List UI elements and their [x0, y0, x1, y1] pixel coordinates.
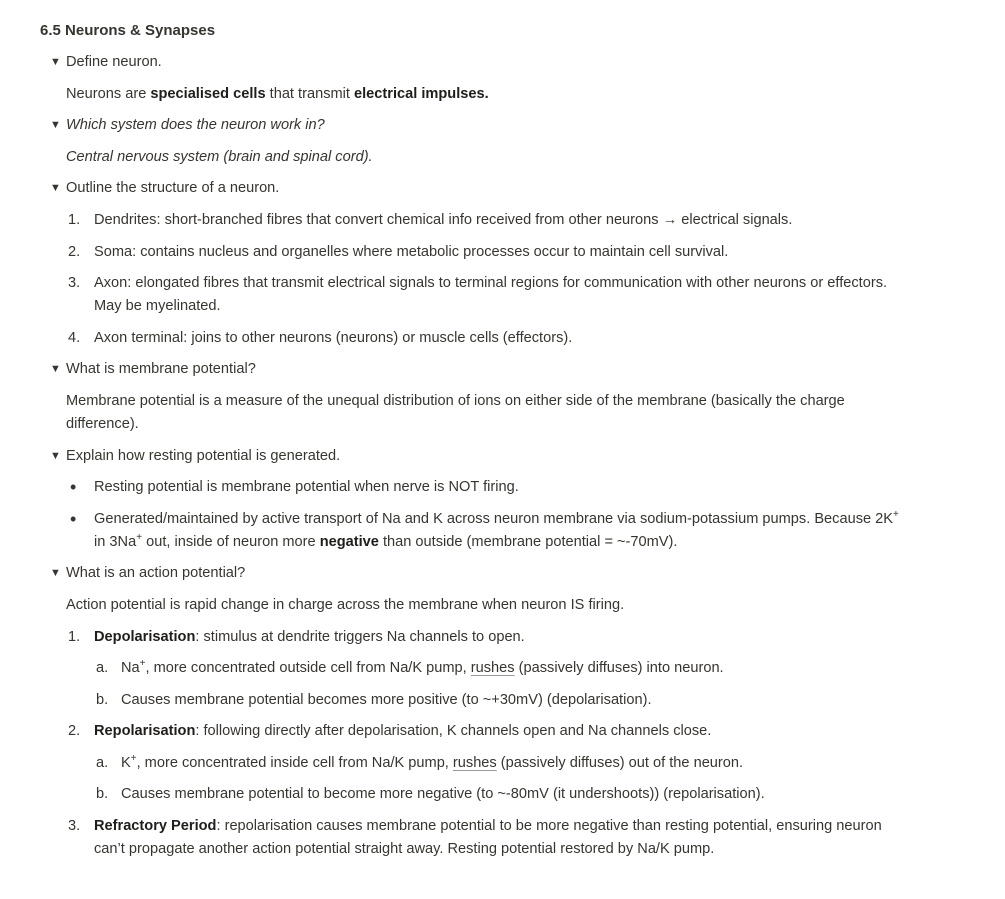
toggle-label: Which system does the neuron work in?	[66, 117, 325, 134]
bold-text: negative	[319, 533, 379, 550]
toggle-membrane-potential[interactable]	[40, 358, 900, 381]
sub-list-item	[40, 783, 900, 806]
list-item	[40, 209, 900, 232]
text: Central nervous system (brain and spinal cord).	[66, 148, 373, 165]
toggle-resting-potential[interactable]	[40, 445, 900, 468]
toggle-action-potential[interactable]	[40, 562, 900, 585]
triangle-down-icon[interactable]: ▼	[50, 567, 61, 580]
bold-text: specialised cells	[150, 85, 266, 102]
list-number: 1.	[68, 211, 81, 228]
text: Causes membrane potential becomes more positive (to ~+30mV) (depolarisation).	[121, 691, 652, 708]
superscript: +	[136, 531, 143, 543]
document	[40, 19, 900, 870]
text: Generated/maintained by active transport of Na and K across neuron membrane via sodium-potassium pumps. Because 2K	[94, 510, 894, 527]
triangle-down-icon[interactable]: ▼	[50, 363, 61, 376]
bullet-icon: •	[70, 477, 77, 498]
page-title: 6.5 Neurons & Synapses	[40, 22, 216, 39]
underlined-text: rushes	[452, 754, 497, 771]
text: : following directly after depolarisation, K channels open and Na channels close.	[195, 723, 712, 740]
list-item	[40, 815, 900, 861]
bold-text: Refractory Period	[94, 818, 217, 835]
text: Causes membrane potential to become more negative (to ~-80mV (it undershoots)) (repolarisation).	[121, 786, 765, 803]
text: Neurons are	[66, 85, 151, 102]
answer	[40, 83, 900, 106]
list-number: 1.	[68, 628, 81, 645]
list-letter: a.	[96, 754, 109, 771]
text: (passively diffuses) out of the neuron.	[496, 754, 744, 771]
bold-text: Repolarisation	[94, 723, 196, 740]
text: Dendrites: short-branched fibres that convert chemical info received from other neurons → electrical signals.	[94, 211, 793, 228]
text: Soma: contains nucleus and organelles where metabolic processes occur to maintain cell survival.	[94, 243, 729, 260]
bold-text: Depolarisation	[94, 628, 196, 645]
answer	[40, 146, 900, 169]
toggle-structure[interactable]	[40, 177, 900, 200]
text: Axon terminal: joins to other neurons (neurons) or muscle cells (effectors).	[94, 329, 573, 346]
text: out, inside of neuron more	[142, 533, 320, 550]
list-item	[40, 720, 900, 743]
list-item	[40, 241, 900, 264]
list-number: 2.	[68, 723, 81, 740]
sub-list-item	[40, 689, 900, 712]
list-item	[40, 272, 900, 318]
list-item	[40, 626, 900, 649]
list-number: 3.	[68, 818, 81, 835]
triangle-down-icon[interactable]: ▼	[50, 119, 61, 132]
toggle-label: Outline the structure of a neuron.	[66, 180, 280, 197]
sub-list-item	[40, 657, 900, 680]
text: Axon: elongated fibres that transmit electrical signals to terminal regions for communication with other neurons or effectors. May be myelinated.	[94, 275, 888, 315]
triangle-down-icon[interactable]: ▼	[50, 449, 61, 462]
text: K	[121, 754, 131, 771]
text: , more concentrated outside cell from Na/K pump,	[145, 660, 471, 677]
toggle-label: Explain how resting potential is generated.	[66, 447, 341, 464]
text: Resting potential is membrane potential when nerve is NOT firing.	[94, 479, 519, 496]
superscript: +	[893, 508, 899, 520]
list-letter: b.	[96, 691, 109, 708]
text: that transmit	[265, 85, 354, 102]
toggle-define-neuron[interactable]	[40, 51, 900, 74]
superscript: +	[130, 753, 137, 765]
text: , more concentrated inside cell from Na/K pump,	[136, 754, 453, 771]
list-number: 2.	[68, 243, 81, 260]
list-letter: b.	[96, 786, 109, 803]
text: Na	[121, 660, 140, 677]
sub-list-item	[40, 752, 900, 775]
list-number: 3.	[68, 275, 81, 292]
list-letter: a.	[96, 660, 109, 677]
triangle-down-icon[interactable]: ▼	[50, 56, 61, 68]
text: : stimulus at dendrite triggers Na channels to open.	[195, 628, 525, 645]
list-number: 4.	[68, 329, 81, 346]
bullet-item	[40, 476, 900, 499]
toggle-system[interactable]	[40, 114, 900, 137]
answer: Membrane potential is a measure of the unequal distribution of ions on either side of the membrane (basically the charge difference).	[66, 392, 845, 432]
underlined-text: rushes	[470, 660, 515, 677]
bold-text: electrical impulses.	[354, 85, 489, 102]
bullet-item	[40, 508, 900, 554]
bullet-icon: •	[70, 508, 77, 529]
toggle-label: What is membrane potential?	[66, 361, 256, 378]
text: in 3Na	[94, 533, 137, 550]
toggle-label: Define neuron.	[66, 54, 162, 70]
toggle-label: What is an action potential?	[66, 565, 246, 582]
text: : repolarisation causes membrane potential to be more negative than resting potential, ensuring neuron can’t propagate another action potential straight away. Resting potential restored by Na/K pump.	[94, 818, 882, 858]
answer: Action potential is rapid change in charge across the membrane when neuron IS firing.	[66, 596, 625, 613]
list-item	[40, 327, 900, 350]
text: than outside (membrane potential = ~-70mV).	[378, 533, 678, 550]
text: (passively diffuses) into neuron.	[514, 660, 724, 677]
superscript: +	[139, 658, 146, 670]
triangle-down-icon[interactable]: ▼	[50, 182, 61, 195]
